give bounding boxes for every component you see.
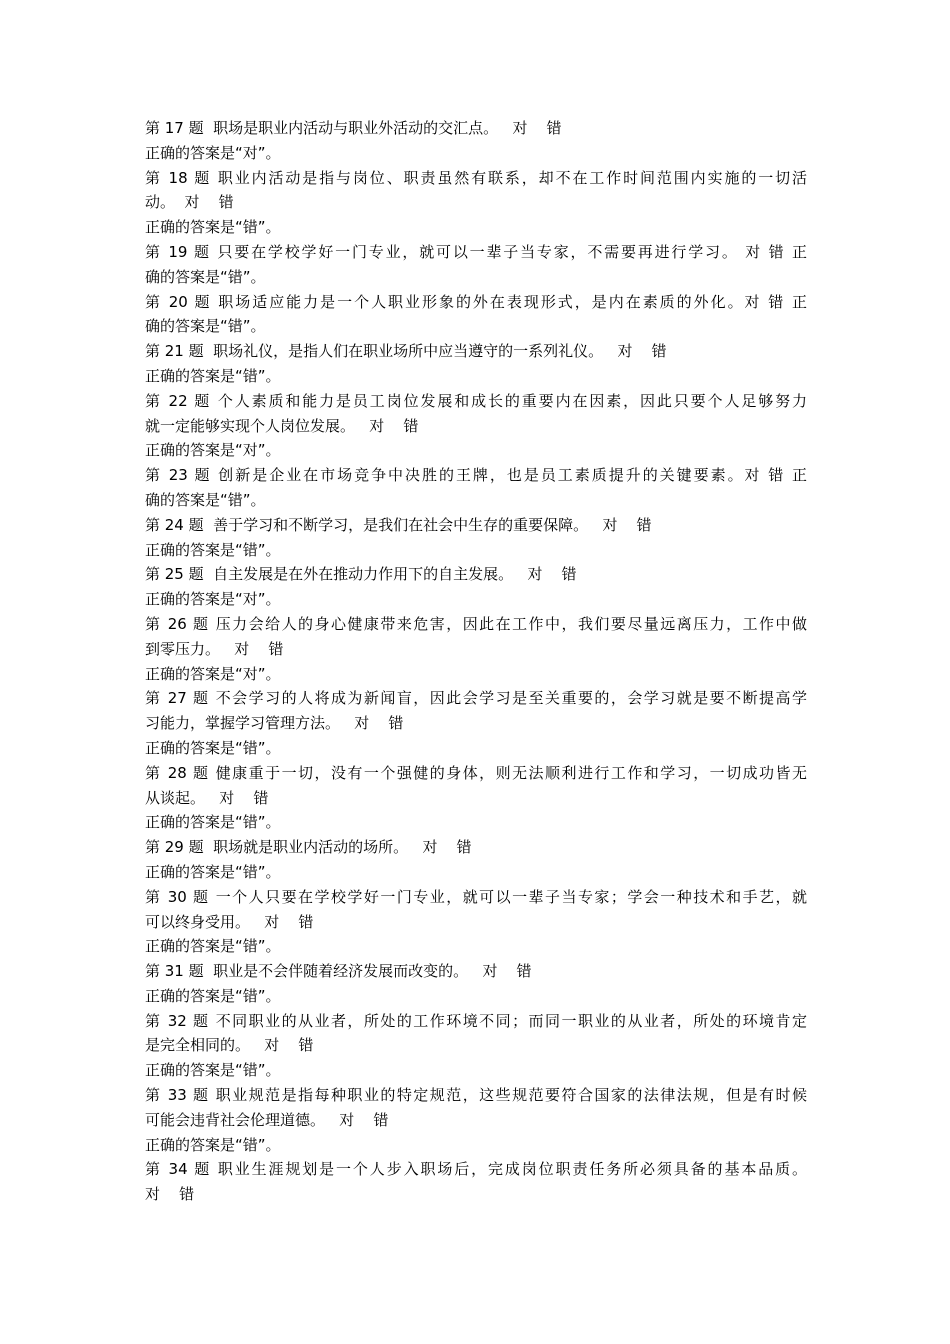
question-line: 从谈起。 对 错 <box>145 788 269 807</box>
question-line: 第 25 题 自主发展是在外在推动力作用下的自主发展。 对 错 <box>145 565 577 584</box>
question-line: 对 错 <box>145 1185 195 1204</box>
question-line: 第 30 题 一个人只要在学校学好一门专业，就可以一辈子当专家；学会一种技术和手艺，就 <box>145 887 807 906</box>
question-line: 第 28 题 健康重于一切，没有一个强健的身体，则无法顺利进行工作和学习，一切成功皆无 <box>145 763 807 782</box>
answer-line: 正确的答案是“对”。 <box>145 441 281 460</box>
question-line: 第 24 题 善于学习和不断学习，是我们在社会中生存的重要保障。 对 错 <box>145 515 652 534</box>
question-line: 第 29 题 职场就是职业内活动的场所。 对 错 <box>145 838 472 857</box>
answer-line: 正确的答案是“错”。 <box>145 1135 281 1154</box>
answer-line: 正确的答案是“错”。 <box>145 218 281 237</box>
answer-line: 正确的答案是“错”。 <box>145 937 281 956</box>
question-line: 是完全相同的。 对 错 <box>145 1036 314 1055</box>
answer-line: 正确的答案是“错”。 <box>145 862 281 881</box>
answer-line: 确的答案是“错”。 <box>145 490 266 509</box>
question-line: 第 33 题 职业规范是指每种职业的特定规范，这些规范要符合国家的法律法规，但是有时候 <box>145 1086 807 1105</box>
answer-line: 正确的答案是“错”。 <box>145 738 281 757</box>
question-line: 第 23 题 创新是企业在市场竞争中决胜的王牌，也是员工素质提升的关键要素。对 错 正 <box>145 466 807 485</box>
question-line: 到零压力。 对 错 <box>145 639 284 658</box>
answer-line: 正确的答案是“对”。 <box>145 664 281 683</box>
question-line: 第 20 题 职场适应能力是一个人职业形象的外在表现形式，是内在素质的外化。对 错 正 <box>145 292 807 311</box>
question-line: 第 32 题 不同职业的从业者，所处的工作环境不同；而同一职业的从业者，所处的环境肯定 <box>145 1011 807 1030</box>
question-line: 第 27 题 不会学习的人将成为新闻盲，因此会学习是至关重要的，会学习就是要不断提高学 <box>145 689 807 708</box>
answer-line: 正确的答案是“错”。 <box>145 1061 281 1080</box>
question-line: 习能力，掌握学习管理方法。 对 错 <box>145 714 404 733</box>
document-page <box>145 116 807 1207</box>
question-line: 第 26 题 压力会给人的身心健康带来危害，因此在工作中，我们要尽量远离压力，工作中做 <box>145 614 807 633</box>
answer-line: 正确的答案是“错”。 <box>145 366 281 385</box>
answer-line: 正确的答案是“对”。 <box>145 590 281 609</box>
question-line: 第 17 题 职场是职业内活动与职业外活动的交汇点。 对 错 <box>145 119 562 137</box>
question-line: 可以终身受用。 对 错 <box>145 912 314 931</box>
answer-line: 正确的答案是“错”。 <box>145 813 281 832</box>
question-line: 第 19 题 只要在学校学好一门专业，就可以一辈子当专家，不需要再进行学习。 对 错 正 <box>145 242 807 261</box>
answer-line: 正确的答案是“错”。 <box>145 986 281 1005</box>
question-line: 动。 对 错 <box>145 193 234 212</box>
question-line: 第 34 题 职业生涯规划是一个人步入职场后，完成岗位职责任务所必须具备的基本品质。 <box>145 1160 807 1179</box>
question-line: 第 22 题 个人素质和能力是员工岗位发展和成长的重要内在因素，因此只要个人足够努力 <box>145 391 807 410</box>
question-line: 可能会违背社会伦理道德。 对 错 <box>145 1110 389 1129</box>
answer-line: 正确的答案是“错”。 <box>145 540 281 559</box>
question-line: 第 21 题 职场礼仪，是指人们在职业场所中应当遵守的一系列礼仪。 对 错 <box>145 342 667 361</box>
answer-line: 确的答案是“错”。 <box>145 317 266 336</box>
answer-line: 正确的答案是“对”。 <box>145 143 281 162</box>
question-line: 第 31 题 职业是不会伴随着经济发展而改变的。 对 错 <box>145 962 532 981</box>
answer-line: 确的答案是“错”。 <box>145 267 266 286</box>
question-line: 第 18 题 职业内活动是指与岗位、职责虽然有联系，却不在工作时间范围内实施的一切活 <box>145 168 807 187</box>
question-line: 就一定能够实现个人岗位发展。 对 错 <box>145 416 419 435</box>
